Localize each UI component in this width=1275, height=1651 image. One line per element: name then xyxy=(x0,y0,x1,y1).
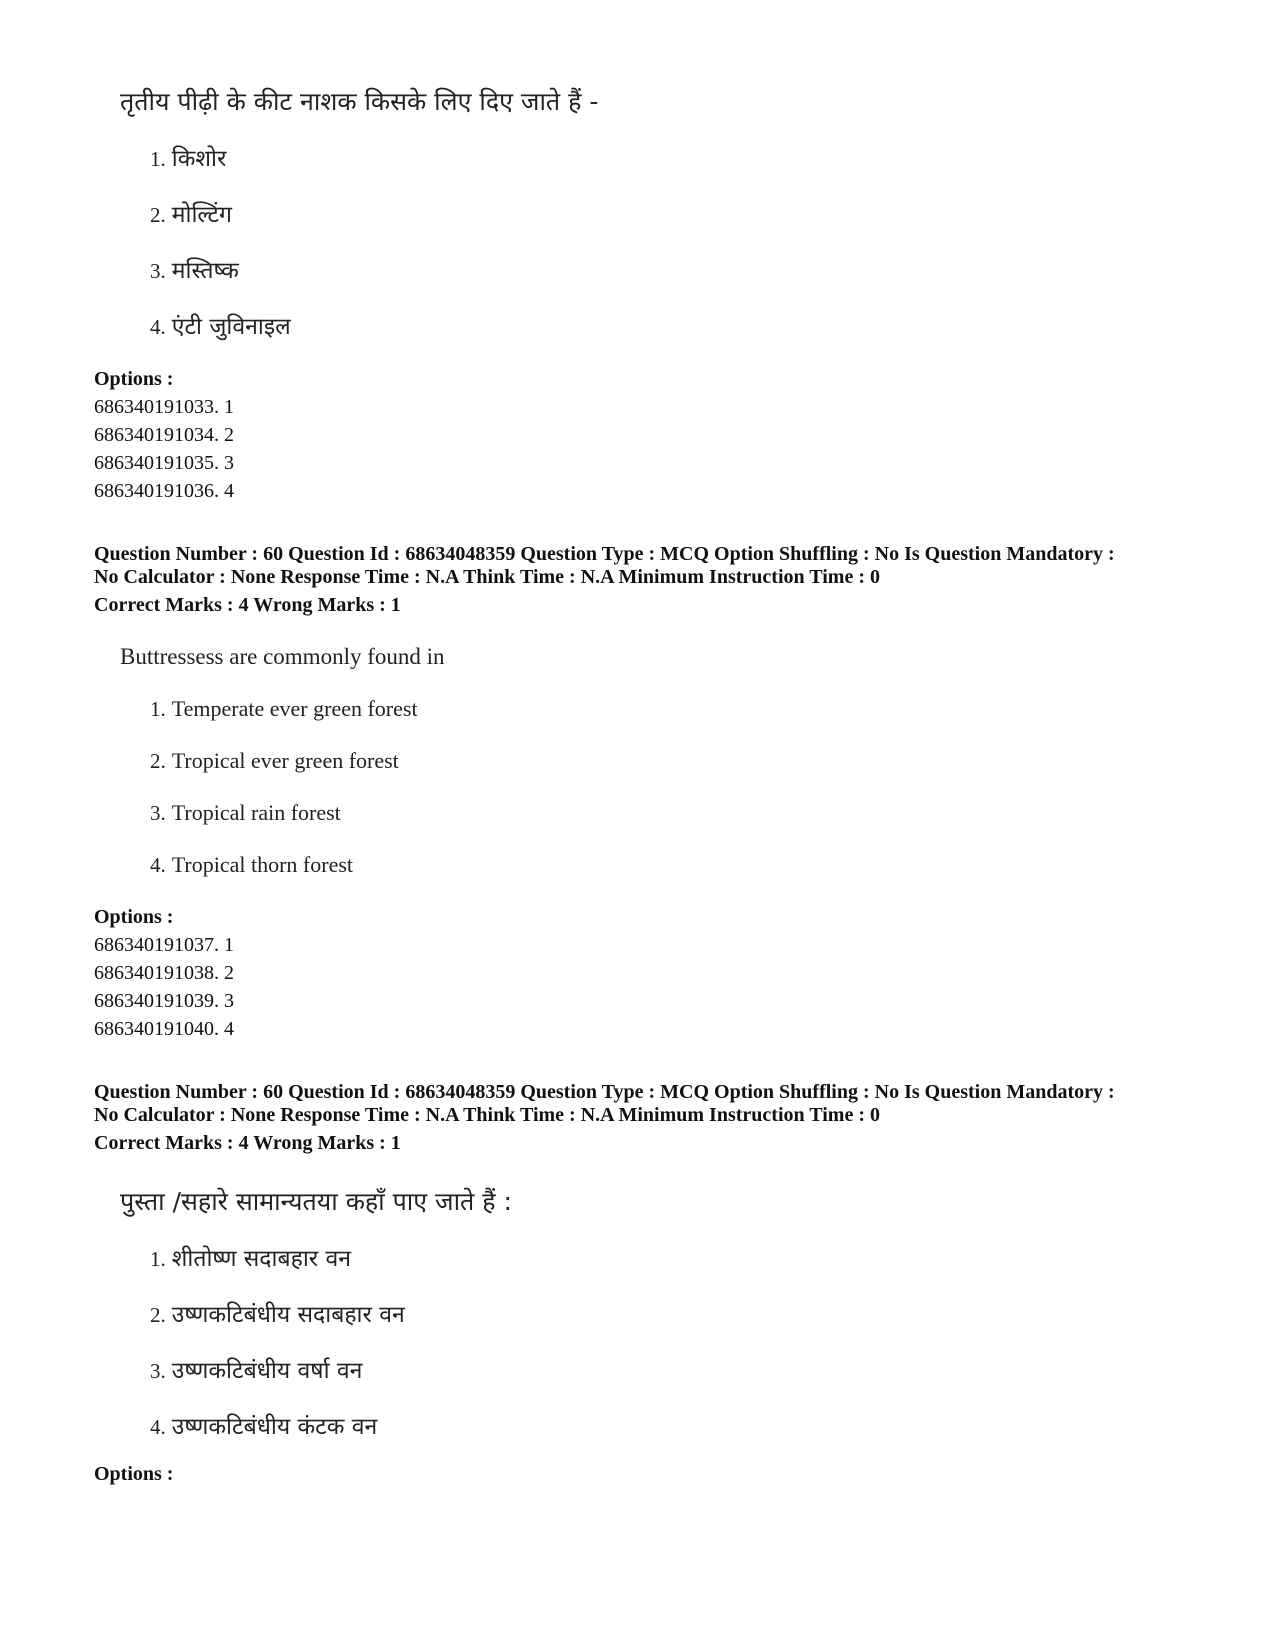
choice-number: 3. xyxy=(150,259,166,283)
choice-item xyxy=(150,141,226,173)
choice-item xyxy=(150,1241,351,1273)
option-id: 686340191037. 1 xyxy=(94,934,234,956)
choice-text: उष्णकटिबंधीय वर्षा वन xyxy=(171,1358,363,1384)
choice-item xyxy=(150,1353,362,1385)
choice-number: 1. xyxy=(150,147,166,171)
choice-text: किशोर xyxy=(171,146,227,172)
choice-number: 4. xyxy=(150,315,166,339)
choice-number: 1. xyxy=(150,697,166,721)
question-header-line1: Question Number : 60 Question Id : 68634048359 Question Type : MCQ Option Shuffling : No Is Question Mandatory : xyxy=(94,1081,1115,1103)
choice-text: Temperate ever green forest xyxy=(171,696,418,721)
question-marks: Correct Marks : 4 Wrong Marks : 1 xyxy=(94,1132,401,1154)
choice-number: 2. xyxy=(150,749,166,773)
choice-text: Tropical ever green forest xyxy=(171,748,399,773)
option-id: 686340191038. 2 xyxy=(94,962,234,984)
choice-number: 3. xyxy=(150,1359,166,1383)
choice-number: 4. xyxy=(150,1415,166,1439)
choice-number: 2. xyxy=(150,203,166,227)
option-id: 686340191034. 2 xyxy=(94,424,234,446)
choice-number: 1. xyxy=(150,1247,166,1271)
choice-item xyxy=(150,197,232,229)
option-id: 686340191040. 4 xyxy=(94,1018,234,1040)
question-header-line2: No Calculator : None Response Time : N.A Think Time : N.A Minimum Instruction Time : 0 xyxy=(94,1104,880,1126)
option-id: 686340191033. 1 xyxy=(94,396,234,418)
option-id: 686340191039. 3 xyxy=(94,990,234,1012)
choice-item xyxy=(150,696,418,722)
choice-text: Tropical thorn forest xyxy=(171,852,354,877)
choice-item xyxy=(150,800,341,826)
options-label: Options : xyxy=(94,1463,174,1485)
choice-text: एंटी जुविनाइल xyxy=(171,314,291,340)
choice-item xyxy=(150,253,239,285)
choice-item xyxy=(150,309,291,341)
choice-number: 4. xyxy=(150,853,166,877)
question-header-line1: Question Number : 60 Question Id : 68634048359 Question Type : MCQ Option Shuffling : No Is Question Mandatory : xyxy=(94,543,1115,565)
choice-text: Tropical rain forest xyxy=(171,800,341,825)
question-marks: Correct Marks : 4 Wrong Marks : 1 xyxy=(94,594,401,616)
question-stem: तृतीय पीढ़ी के कीट नाशक किसके लिए दिए जाते हैं - xyxy=(120,87,599,116)
question-header-line2: No Calculator : None Response Time : N.A Think Time : N.A Minimum Instruction Time : 0 xyxy=(94,566,880,588)
question-stem: Buttressess are commonly found in xyxy=(120,644,445,669)
option-id: 686340191035. 3 xyxy=(94,452,234,474)
choice-text: उष्णकटिबंधीय कंटक वन xyxy=(171,1414,378,1440)
options-label: Options : xyxy=(94,368,174,390)
choice-text: मस्तिष्क xyxy=(171,258,239,284)
choice-item xyxy=(150,748,399,774)
choice-item xyxy=(150,852,353,878)
choice-text: उष्णकटिबंधीय सदाबहार वन xyxy=(171,1302,405,1328)
choice-item xyxy=(150,1297,405,1329)
choice-number: 3. xyxy=(150,801,166,825)
option-id: 686340191036. 4 xyxy=(94,480,234,502)
choice-item xyxy=(150,1409,377,1441)
choice-number: 2. xyxy=(150,1303,166,1327)
choice-text: मोल्टिंग xyxy=(171,202,232,228)
question-stem: पुस्ता /सहारे सामान्यतया कहाँ पाए जाते हैं : xyxy=(120,1187,512,1216)
choice-text: शीतोष्ण सदाबहार वन xyxy=(171,1246,352,1272)
options-label: Options : xyxy=(94,906,174,928)
